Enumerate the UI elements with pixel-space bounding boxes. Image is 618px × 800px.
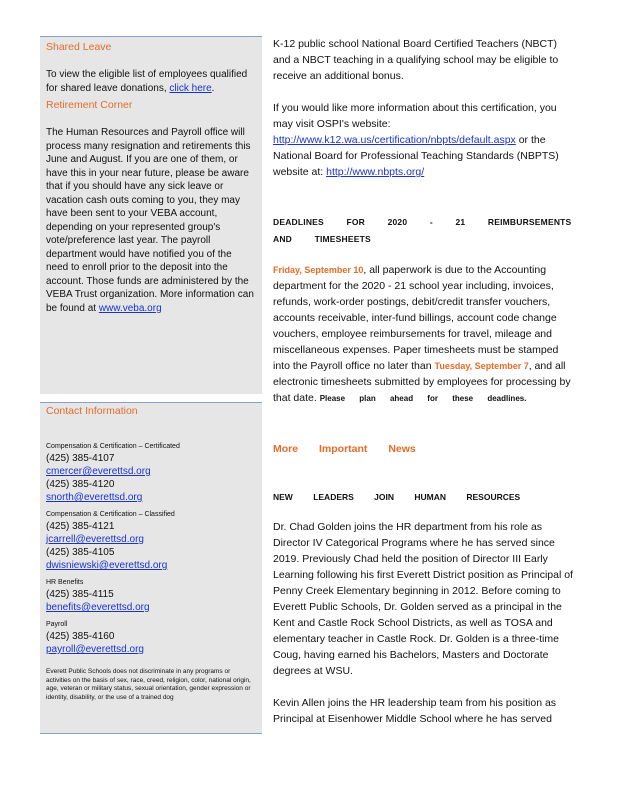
contact-phone: (425) 385-4121 (46, 521, 115, 532)
contact-phone: (425) 385-4120 (46, 479, 115, 490)
contact-email-link[interactable]: jcarrell@everettsd.org (46, 534, 144, 545)
deadlines-paragraph: Friday, September 10, all paperwork is due to the Accounting department for the 2020 - 21 school year including, invoices, refunds, work-order postings, debit/credit transfer vouchers, accounts receivable, inter-fund billings, account code change vouchers, employee reimbursements for travel, mileage and miscellaneous expenses. Paper timesheets must be stamped into the Payroll office no later than Tuesday, September 7, and all electronic timesheets submitted by employees for processing by that date. Please plan ahead for these deadlines. (273, 264, 571, 404)
contact-email-link[interactable]: dwisniewski@everettsd.org (46, 560, 168, 571)
retirement-text: The Human Resources and Payroll office will process many resignation and retirements this June and August. If you are one of them, or have this in your near future, please be aware that if you should have any sick leave or vacation cash outs coming to you, they may have been sent to your VEBA account, depending on your represented group's vote/preference last year. The payroll department would have notified you of the need to enroll prior to the deposit into the account. Those funds are administered by the VEBA Trust organization. More information can be found at www.veba.org (46, 127, 254, 314)
contact-phone: (425) 385-4160 (46, 631, 115, 642)
contact-group-label: Compensation & Certification – Certificated (46, 443, 180, 450)
contact-group-label: Payroll (46, 621, 68, 628)
veba-link[interactable]: www.veba.org (98, 302, 162, 314)
nbpts-link[interactable]: http://www.nbpts.org/ (326, 166, 425, 178)
contact-group (46, 510, 256, 572)
main-column (273, 36, 575, 727)
contact-phone: (425) 385-4107 (46, 453, 115, 464)
contact-groups (46, 442, 256, 656)
contact-group-label: Compensation & Certification – Classified (46, 511, 175, 518)
contact-group-label: HR Benefits (46, 579, 84, 586)
more-news-heading: More Important News (273, 443, 416, 455)
contact-email-link[interactable]: snorth@everettsd.org (46, 492, 143, 503)
contact-email-link[interactable]: payroll@everettsd.org (46, 644, 144, 655)
contact-phone: (425) 385-4115 (46, 589, 114, 600)
deadline-date-2: Tuesday, September 7 (434, 361, 529, 371)
contact-email-link[interactable]: benefits@everettsd.org (46, 602, 150, 613)
shared-leave-link[interactable]: click here (169, 82, 212, 94)
certification-paragraph: If you would like more information about this certification, you may visit OSPI's website: http://www.k12.wa.us/certification/nbpts/default.aspx or the National Board for Professional Teaching Standards (NBPTS) website at: http://www.nbpts.org/ (273, 102, 559, 178)
nbct-paragraph: K-12 public school National Board Certified Teachers (NBCT) and a NBCT teaching in a qualifying school may be eligible to receive an additional bonus. (273, 38, 559, 82)
info-box (40, 36, 262, 394)
contact-group (46, 578, 256, 614)
deadline-plan: Please plan ahead for these deadlines. (319, 394, 527, 403)
contact-heading: Contact Information (46, 405, 138, 417)
contact-group (46, 442, 256, 504)
golden-paragraph: Dr. Chad Golden joins the HR department from his role as Director IV Categorical Programs where he has served since 2019. Previously Chad held the position of Director III Early Learning following his first Everett District position as Principal of Penny Creek Elementary beginning in 2012. Before coming to Everett Public Schools, Dr. Golden served as a principal in the Kent and Castle Rock School Districts, as well as TOSA and elementary teacher in Castle Rock. Dr. Golden is a three-time Coug, having earned his Bachelors, Masters and Doctorate degrees at WSU. (273, 521, 573, 677)
deadline-date-1: Friday, September 10 (273, 265, 364, 275)
shared-leave-text: To view the eligible list of employees qualified for shared leave donations, click here. (46, 69, 248, 94)
contact-group (46, 620, 256, 656)
new-leaders-heading: NEW LEADERS JOIN HUMAN RESOURCES (273, 492, 521, 502)
contact-email-link[interactable]: cmercer@everettsd.org (46, 466, 151, 477)
retirement-heading: Retirement Corner (46, 99, 133, 111)
contact-phone: (425) 385-4105 (46, 547, 115, 558)
shared-leave-heading: Shared Leave (46, 41, 112, 53)
deadlines-heading: DEADLINES FOR 2020 - 21 REIMBURSEMENTS AND TIMESHEETS (273, 217, 572, 244)
contact-box (40, 402, 262, 734)
allen-paragraph: Kevin Allen joins the HR leadership team from his position as Principal at Eisenhower Middle School where he has served (273, 697, 557, 725)
sidebar (40, 36, 262, 734)
disclaimer: Everett Public Schools does not discriminate in any programs or activities on the basis of sex, race, creed, religion, color, national origin, age, veteran or military status, sexual orientation, gender expression or identity, disability, or the use of a trained dog (46, 668, 251, 701)
ospi-link[interactable]: http://www.k12.wa.us/certification/nbpts/default.aspx (273, 134, 516, 146)
